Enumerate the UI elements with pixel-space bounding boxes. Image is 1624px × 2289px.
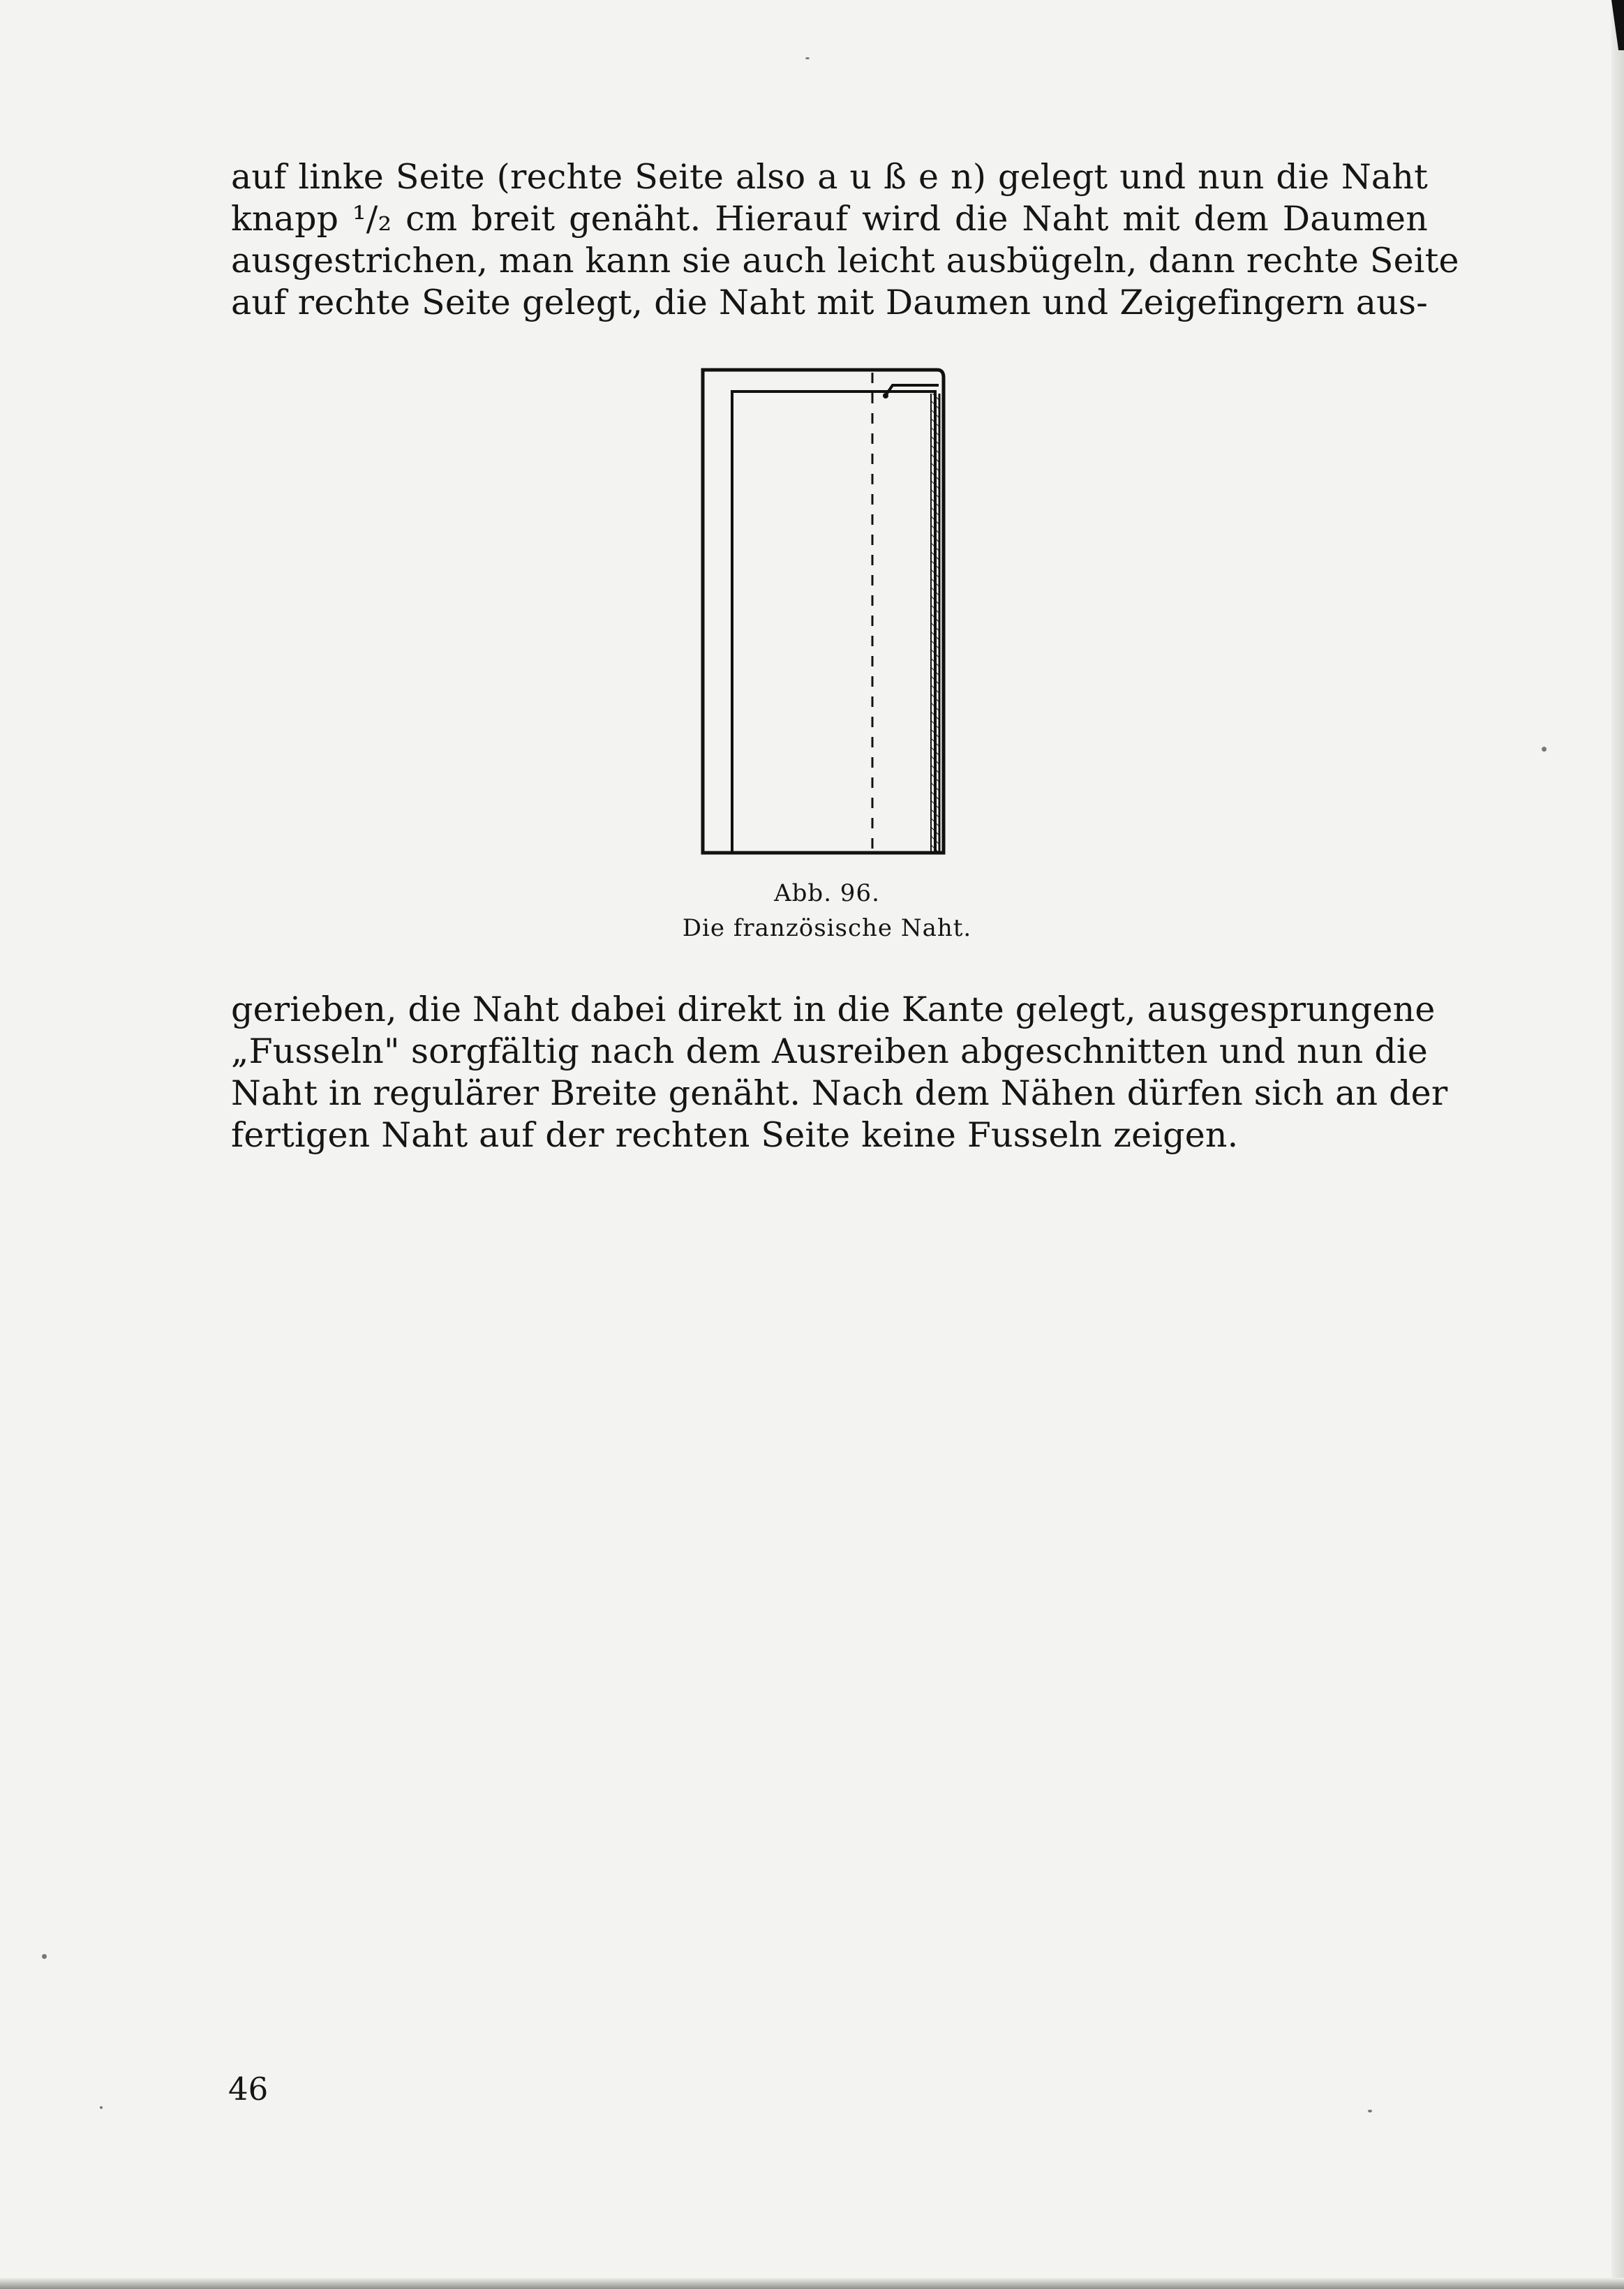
paper-speck (805, 57, 810, 59)
paper-speck (1542, 747, 1547, 752)
page-bottom-edge (0, 2278, 1624, 2289)
outer-fabric-layer (703, 370, 944, 853)
page-number: 46 (228, 2071, 269, 2108)
page-edge (1611, 0, 1624, 2289)
paragraph-1-line-3: ausgestrichen, man kann sie auch leicht ausbügeln, dann rechte Seite (231, 241, 1459, 281)
paper-speck (1368, 2110, 1372, 2112)
paragraph-1-line-4: auf rechte Seite gelegt, die Naht mit Daumen und Zeigefingern aus- (231, 283, 1428, 322)
paper-speck (100, 2106, 103, 2109)
body-paragraph-2 (231, 989, 1448, 1156)
inner-fabric-layer (732, 392, 935, 853)
paragraph-1-line-1: auf linke Seite (rechte Seite also a u ß e n) gelegt und nun die Naht (231, 157, 1428, 197)
paragraph-1-line-2: knapp ¹/₂ cm breit genäht. Hierauf wird die Naht mit dem Daumen (231, 199, 1428, 239)
seam-allowance-hatching (931, 394, 939, 853)
french-seam-illustration (696, 361, 952, 859)
figure-number: Abb. 96. (774, 879, 880, 907)
paragraph-2-line-1: gerieben, die Naht dabei direkt in die Kante gelegt, ausgesprungene (231, 990, 1436, 1029)
paragraph-2-line-3: Naht in regulärer Breite genäht. Nach dem Nähen dürfen sich an der (231, 1073, 1448, 1113)
figure-caption: Die französische Naht. (682, 914, 972, 942)
paragraph-2-line-2: „Fusseln" sorgfältig nach dem Ausreiben abgeschnitten und nun die (231, 1031, 1428, 1071)
body-paragraph-1 (231, 156, 1459, 324)
paragraph-2-line-4: fertigen Naht auf der rechten Seite keine Fusseln zeigen. (231, 1115, 1239, 1155)
paper-speck (42, 1954, 47, 1959)
